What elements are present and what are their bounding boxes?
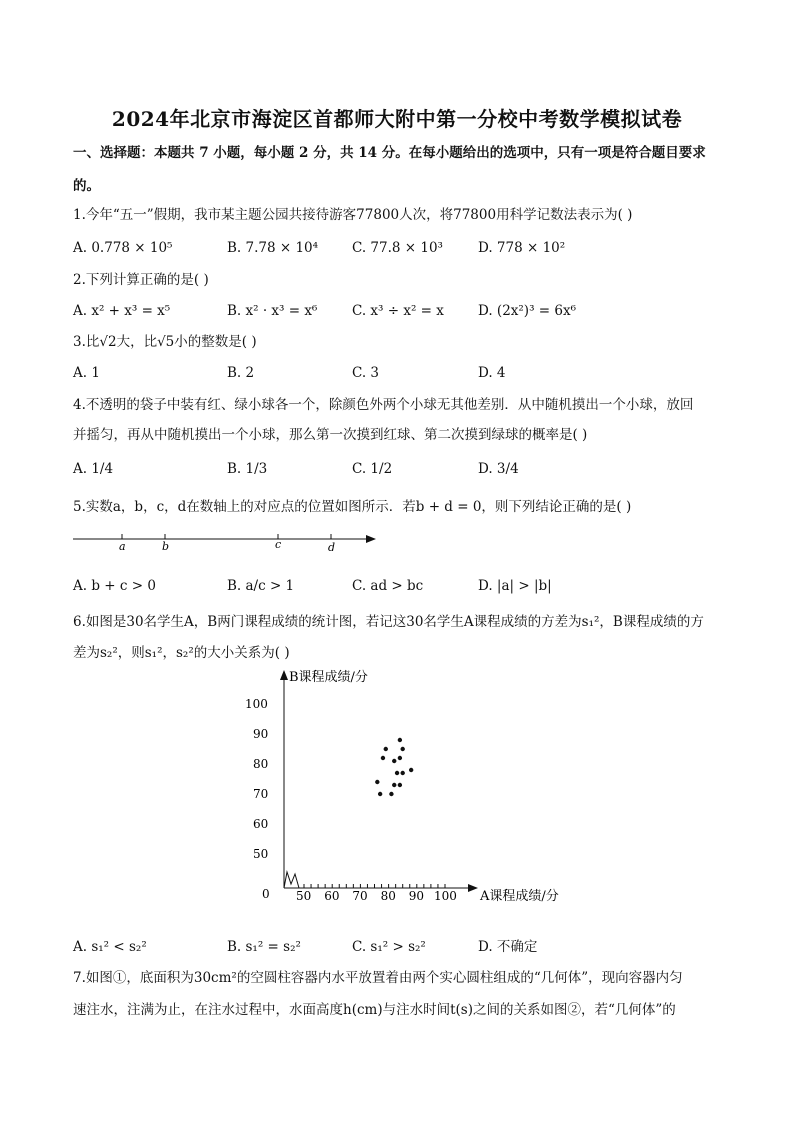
number-line-label-d: d (328, 541, 336, 554)
number-line-label-a: a (119, 540, 126, 553)
number-line-arrow (366, 535, 376, 543)
q5-option-d[interactable]: D. |a| > |b| (478, 578, 552, 594)
data-point (401, 747, 405, 751)
number-line-figure (70, 528, 390, 556)
x-tick-label: 60 (324, 889, 340, 903)
question-5-stem: 5.实数a，b，c，d在数轴上的对应点的位置如图所示．若b + d = 0，则下列结论正确的是( ) (73, 499, 632, 515)
q3-option-b[interactable]: B. 2 (227, 365, 255, 381)
data-point (392, 783, 396, 787)
q4-option-b[interactable]: B. 1/3 (227, 461, 268, 477)
q5-option-c[interactable]: C. ad > bc (352, 578, 424, 594)
x-tick-label: 100 (434, 889, 457, 903)
y-tick-label: 60 (253, 817, 269, 831)
data-point (398, 738, 402, 742)
q1-option-d[interactable]: D. 778 × 10² (478, 240, 566, 256)
q5-option-b[interactable]: B. a/c > 1 (227, 578, 295, 594)
q2-option-c[interactable]: C. x³ ÷ x² = x (352, 303, 444, 319)
y-axis-title: B课程成绩/分 (289, 670, 368, 685)
question-1-stem: 1.今年“五一”假期，我市某主题公园共接待游客77800人次，将77800用科学记数法表示为( ) (73, 207, 633, 223)
y-tick-label: 100 (245, 697, 268, 711)
data-point (398, 783, 402, 787)
question-3-stem: 3.比√2大，比√5小的整数是( ) (73, 334, 257, 350)
q4-option-d[interactable]: D. 3/4 (478, 461, 519, 477)
question-4-stem-cont: 并摇匀，再从中随机摸出一个小球，那么第一次摸到红球、第二次摸到绿球的概率是( ) (73, 427, 588, 443)
q6-option-a[interactable]: A. s₁² < s₂² (73, 939, 147, 955)
x-tick-label: 70 (352, 889, 368, 903)
x-tick-label: 50 (296, 889, 312, 903)
data-point (381, 756, 385, 760)
y-tick-label: 80 (253, 757, 269, 771)
q2-option-b[interactable]: B. x² · x³ = x⁶ (227, 303, 318, 319)
q6-option-c[interactable]: C. s₁² > s₂² (352, 939, 426, 955)
page-title: 2024年北京市海淀区首都师大附中第一分校中考数学模拟试卷 (111, 107, 683, 131)
question-6-stem: 6.如图是30名学生A，B两门课程成绩的统计图，若记这30名学生A课程成绩的方差为s₁²，B课程成绩的方 (73, 614, 704, 630)
data-point (392, 759, 396, 763)
y-axis-arrow (280, 670, 288, 680)
data-point (398, 756, 402, 760)
question-6-stem-cont: 差为s₂²，则s₁²，s₂²的大小关系为( ) (73, 645, 290, 661)
q6-option-b[interactable]: B. s₁² = s₂² (227, 939, 301, 955)
q4-option-c[interactable]: C. 1/2 (352, 461, 393, 477)
origin-label: 0 (262, 887, 270, 901)
question-4-stem: 4.不透明的袋子中装有红、绿小球各一个，除颜色外两个小球无其他差别．从中随机摸出一个小球，放回 (73, 397, 694, 413)
q3-option-a[interactable]: A. 1 (73, 365, 100, 381)
y-tick-label: 50 (253, 847, 269, 861)
question-7-stem-cont: 速注水，注满为止，在注水过程中，水面高度h(cm)与注水时间t(s)之间的关系如图②，若“几何体”的 (73, 1002, 676, 1018)
q1-option-a[interactable]: A. 0.778 × 10⁵ (73, 240, 173, 256)
question-7-stem: 7.如图①，底面积为30cm²的空圆柱容器内水平放置着由两个实心圆柱组成的“几何体”，现向容器内匀 (73, 970, 683, 986)
y-tick-label: 90 (253, 727, 269, 741)
section-heading-cont: 的。 (73, 178, 100, 194)
q6-option-d[interactable]: D. 不确定 (478, 939, 538, 955)
data-point (384, 747, 388, 751)
section-heading: 一、选择题：本题共 7 小题，每小题 2 分，共 14 分。在每小题给出的选项中，只有一项是符合题目要求 (73, 145, 706, 161)
q3-option-d[interactable]: D. 4 (478, 365, 506, 381)
data-point (378, 792, 382, 796)
x-axis-title: A课程成绩/分 (480, 889, 559, 904)
x-tick-label: 80 (380, 889, 396, 903)
number-line-label-c: c (275, 538, 282, 551)
number-line-label-b: b (162, 540, 170, 553)
y-tick-label: 70 (253, 787, 269, 801)
data-point (395, 771, 399, 775)
q1-option-b[interactable]: B. 7.78 × 10⁴ (227, 240, 319, 256)
q3-option-c[interactable]: C. 3 (352, 365, 380, 381)
q1-option-c[interactable]: C. 77.8 × 10³ (352, 240, 443, 256)
x-axis-arrow (468, 884, 478, 892)
scatter-chart (240, 668, 570, 913)
q2-option-d[interactable]: D. (2x²)³ = 6x⁶ (478, 303, 576, 319)
q5-option-a[interactable]: A. b + c > 0 (73, 578, 156, 594)
question-2-stem: 2.下列计算正确的是( ) (73, 272, 209, 288)
data-point (375, 780, 379, 784)
x-tick-label: 90 (408, 889, 425, 903)
data-point (409, 768, 413, 772)
data-point (389, 792, 393, 796)
data-point (401, 771, 405, 775)
q4-option-a[interactable]: A. 1/4 (73, 461, 114, 477)
axis-break-mark (284, 872, 299, 888)
q2-option-a[interactable]: A. x² + x³ = x⁵ (73, 303, 171, 319)
